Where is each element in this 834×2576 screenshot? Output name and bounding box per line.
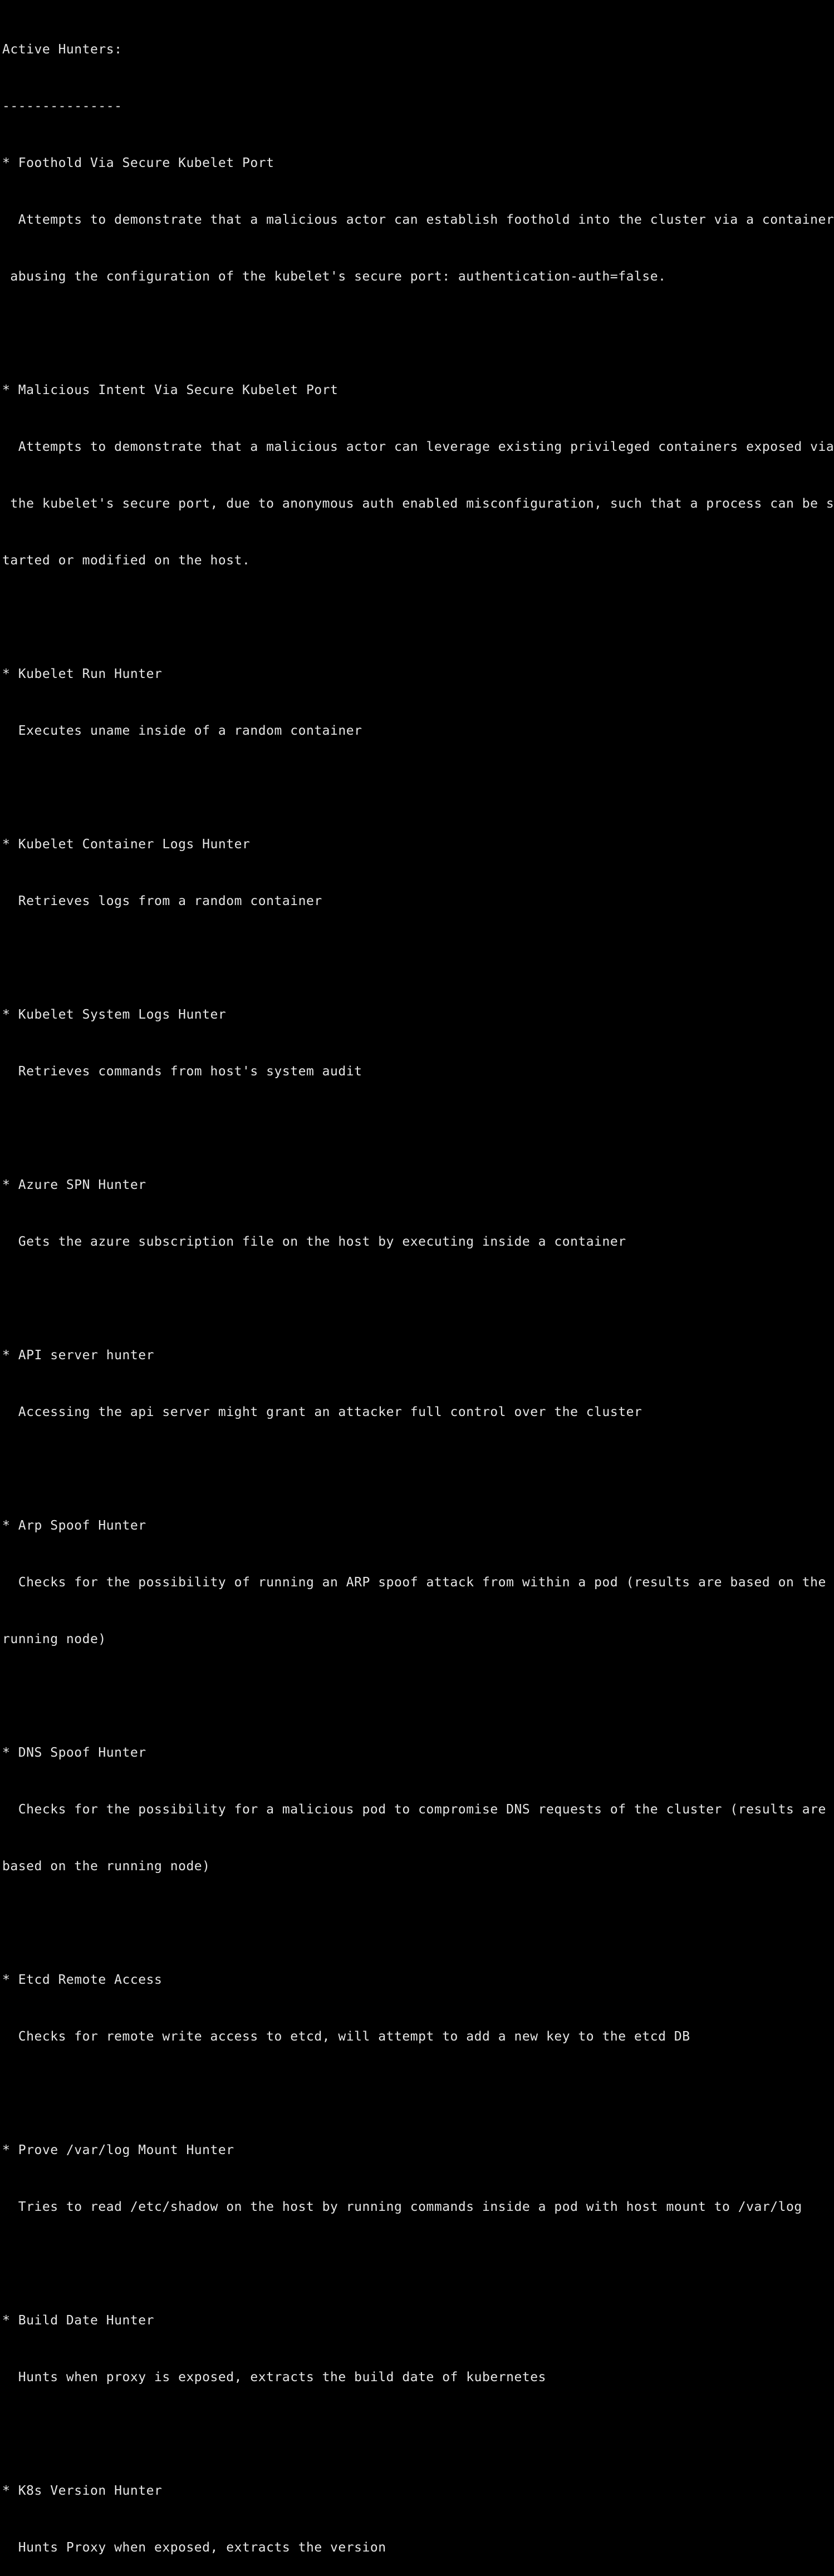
hunter-title: * Etcd Remote Access (2, 1973, 163, 1987)
hunter-title: * API server hunter (2, 1348, 154, 1363)
hunter-description: tarted or modified on the host. (2, 553, 251, 568)
hunter-description: Hunts when proxy is exposed, extracts the build date of kubernetes (2, 2370, 546, 2385)
hunter-title: * Arp Spoof Hunter (2, 1518, 146, 1533)
blank-line (2, 2425, 815, 2444)
hunter-description: Accessing the api server might grant an attacker full control over the cluster (2, 1405, 642, 1419)
hunter-title: * K8s Version Hunter (2, 2484, 163, 2498)
hunter-title: * Azure SPN Hunter (2, 1178, 146, 1192)
hunter-description: Checks for remote write access to etcd, will attempt to add a new key to the etcd DB (2, 2029, 690, 2044)
blank-line (2, 2084, 815, 2103)
hunter-description: based on the running node) (2, 1859, 210, 1874)
hunter-description: Checks for the possibility of running an ARP spoof attack from within a pod (results are based on the (2, 1575, 826, 1590)
hunter-title: * Malicious Intent Via Secure Kubelet Port (2, 383, 338, 397)
hunter-description: Attempts to demonstrate that a malicious actor can establish foothold into the cluster via a container (2, 213, 834, 227)
hunter-description: Gets the azure subscription file on the host by executing inside a container (2, 1235, 626, 1249)
hunter-description: Tries to read /etc/shadow on the host by running commands inside a pod with host mount to /var/log (2, 2200, 802, 2214)
hunter-title: * Kubelet Container Logs Hunter (2, 837, 251, 852)
hunter-title: * Kubelet Run Hunter (2, 667, 163, 681)
blank-line (2, 778, 815, 797)
blank-line (2, 1459, 815, 1478)
blank-line (2, 948, 815, 967)
blank-line (2, 324, 815, 343)
heading-line: Active Hunters: (2, 42, 122, 57)
hunter-description: Checks for the possibility for a malicious pod to compromise DNS requests of the cluster (results are (2, 1802, 826, 1817)
hunter-title: * DNS Spoof Hunter (2, 1746, 146, 1760)
hunter-description: abusing the configuration of the kubelet's secure port: authentication-auth=false. (2, 269, 666, 284)
hunter-title: * Build Date Hunter (2, 2313, 154, 2328)
blank-line (2, 1119, 815, 1138)
hunter-description: Hunts Proxy when exposed, extracts the version (2, 2540, 386, 2555)
blank-line (2, 2254, 815, 2273)
blank-line (2, 608, 815, 627)
blank-line (2, 1687, 815, 1705)
hunter-title: * Prove /var/log Mount Hunter (2, 2143, 234, 2157)
hunter-title: * Foothold Via Secure Kubelet Port (2, 156, 274, 170)
hunter-title: * Kubelet System Logs Hunter (2, 1007, 227, 1022)
hunter-description: Retrieves logs from a random container (2, 894, 322, 908)
blank-line (2, 1289, 815, 1308)
hunter-description: Attempts to demonstrate that a malicious actor can leverage existing privileged containers exposed via (2, 440, 834, 454)
divider-line: --------------- (2, 99, 122, 114)
blank-line (2, 1914, 815, 1933)
hunter-description: Retrieves commands from host's system audit (2, 1064, 362, 1079)
hunter-description: the kubelet's secure port, due to anonymous auth enabled misconfiguration, such that a process can be s (2, 496, 834, 511)
hunter-description: running node) (2, 1632, 106, 1646)
hunter-description: Executes uname inside of a random container (2, 724, 362, 738)
